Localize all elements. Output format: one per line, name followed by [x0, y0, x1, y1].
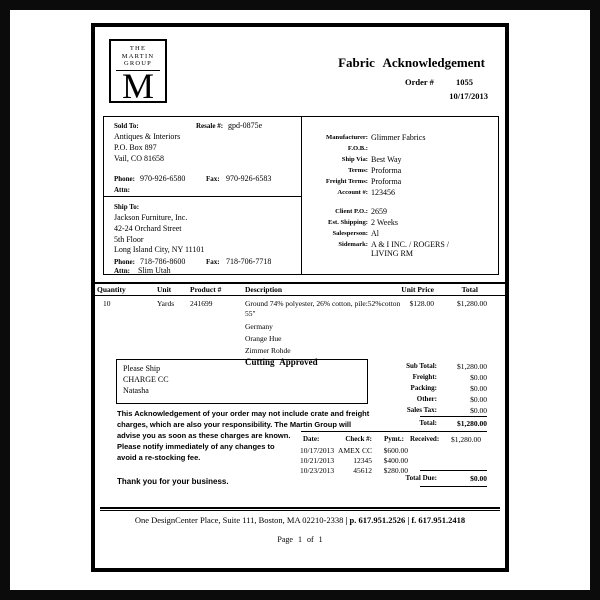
- ship-via-value: Best Way: [371, 155, 402, 164]
- payment-check: 12345: [353, 456, 372, 465]
- ship-to-label: Ship To:: [114, 203, 140, 211]
- payment-received-header: Received:: [410, 435, 440, 443]
- ship-to-attn-label: Attn:: [114, 267, 130, 275]
- payment-amount: $600.00: [383, 446, 408, 455]
- sold-to-name: Antiques & Interiors: [114, 132, 181, 141]
- payment-check: AMEX CC: [338, 446, 372, 455]
- fob-label: F.O.B.:: [347, 145, 368, 152]
- footer-phone-fax: | p. 617.951.2526 | f. 617.951.2418: [345, 515, 466, 525]
- disclaimer-line1: This Acknowledgement of your order may not include crate and freight: [117, 409, 370, 418]
- client-po-value: 2659: [371, 207, 387, 217]
- ship-to-address2: 5th Floor: [114, 235, 144, 244]
- payment-date: 10/21/2013: [300, 456, 335, 465]
- footer-address: [95, 515, 505, 525]
- item-description-line4: Orange Hue: [245, 334, 282, 343]
- freight-label: Freight:: [412, 373, 437, 381]
- subtotal-value: $1,280.00: [457, 362, 487, 371]
- manufacturer-value: Glimmer Fabrics: [371, 133, 426, 142]
- logo-line-martin: MARTIN: [121, 52, 155, 60]
- total-due-label: Total Due:: [405, 474, 437, 482]
- disclaimer-line3: advise you as soon as these charges are known.: [117, 431, 291, 440]
- info-row-ship-via: [302, 156, 500, 164]
- payment-date: 10/17/2013: [300, 446, 335, 455]
- address-box: [103, 116, 499, 275]
- freight-terms-label: Freight Terms:: [325, 178, 368, 185]
- info-row-salesperson: [302, 230, 500, 238]
- subtotal-row: [95, 362, 505, 372]
- payment-check: 45612: [353, 466, 372, 475]
- payments-rule-bottom: [420, 486, 487, 487]
- payment-date-header: Date:: [303, 435, 320, 443]
- item-product-number: 241699: [190, 299, 213, 308]
- item-total: $1,280.00: [457, 299, 487, 308]
- payments-rule-top: [301, 431, 483, 432]
- logo-monogram: M: [121, 65, 154, 106]
- thank-you-text: Thank you for your business.: [117, 477, 229, 486]
- table-top-rule: [95, 282, 505, 284]
- col-header-quantity: Quantity: [97, 285, 126, 294]
- total-label: Total:: [419, 419, 437, 427]
- col-header-unit: Unit: [157, 285, 172, 294]
- account-value: 123456: [371, 188, 395, 197]
- packing-value: $0.00: [470, 384, 487, 393]
- account-label: Account #:: [337, 189, 368, 196]
- payment-row: [95, 446, 505, 456]
- ship-to-fax-label: Fax:: [206, 258, 220, 266]
- footer-address-text: One DesignCenter Place, Suite 111, Boston, MA 02210-2338: [134, 515, 344, 525]
- ship-to-address3: Long Island City, NY 11101: [114, 245, 205, 254]
- sold-to-attn-label: Attn:: [114, 186, 130, 194]
- fob-value: [371, 145, 475, 153]
- freight-value: $0.00: [470, 373, 487, 382]
- disclaimer-line2: charges, which are also your responsibility. The Martin Group will: [117, 420, 352, 429]
- item-quantity: 10: [103, 299, 111, 308]
- item-unit-price: $128.00: [409, 299, 434, 308]
- payments-rule-received: [420, 470, 487, 471]
- col-header-unit-price: Unit Price: [401, 285, 434, 294]
- col-header-total: Total: [461, 285, 478, 294]
- sold-to-phone-value: 970-926-6580: [140, 174, 186, 183]
- freight-row: [95, 373, 505, 383]
- freight-terms-value: Proforma: [371, 177, 402, 186]
- note-line2: CHARGE CC: [123, 375, 169, 384]
- order-info-block: [302, 134, 500, 197]
- ship-to-fax-value: 718-706-7718: [226, 257, 272, 266]
- col-header-description: Description: [245, 285, 283, 294]
- item-description-line2: 55": [245, 309, 256, 318]
- payment-amount: $280.00: [383, 466, 408, 475]
- order-number-label: Order #: [405, 77, 434, 87]
- subtotal-label: Sub Total:: [406, 362, 437, 370]
- manufacturer-label: Manufacturer:: [326, 134, 368, 141]
- logo-line-the: THE: [129, 45, 147, 52]
- ship-to-name: Jackson Furniture, Inc.: [114, 213, 188, 222]
- sold-to-section: [104, 117, 301, 197]
- est-shipping-value: 2 Weeks: [371, 218, 398, 228]
- payment-check-header: Check #:: [345, 435, 372, 443]
- order-date: 10/17/2013: [449, 91, 488, 101]
- sales-tax-label: Sales Tax:: [406, 406, 437, 414]
- info-row-client-po: [302, 208, 500, 216]
- packing-row: [95, 384, 505, 394]
- sold-to-fax-label: Fax:: [206, 175, 220, 183]
- info-row-sidemark: [302, 241, 500, 258]
- client-info-block: [302, 208, 500, 258]
- sold-to-phone-label: Phone:: [114, 175, 135, 183]
- packing-label: Packing:: [410, 384, 437, 392]
- payment-date: 10/23/2013: [300, 466, 335, 475]
- resale-number-value: gpd-0875e: [228, 121, 263, 130]
- sidemark-label: Sidemark:: [338, 241, 368, 249]
- info-row-terms: [302, 167, 500, 175]
- payments-header-row: [95, 435, 505, 445]
- disclaimer-line5: avoid a re-stocking fee.: [117, 453, 201, 462]
- info-row-manufacturer: [302, 134, 500, 142]
- disclaimer-line4: Please notify immediately of any changes to: [117, 442, 275, 451]
- sold-to-address2: Vail, CO 81658: [114, 154, 164, 163]
- document-title: Fabric Acknowledgement: [338, 55, 485, 70]
- cutting-approved-stamp: Cutting Approved: [245, 357, 318, 367]
- other-label: Other:: [416, 395, 437, 403]
- other-row: [95, 395, 505, 405]
- info-row-freight-terms: [302, 178, 500, 186]
- logo-line-group: GROUP: [123, 60, 153, 67]
- sold-to-label: Sold To:: [114, 122, 139, 130]
- note-line1: Please Ship: [123, 364, 161, 373]
- ship-to-section: [104, 197, 301, 275]
- info-row-account: [302, 189, 500, 197]
- document-page: [91, 23, 509, 572]
- total-value: $1,280.00: [457, 419, 487, 428]
- payment-received-total: $1,280.00: [451, 435, 481, 444]
- page-number: Page 1 of 1: [277, 535, 323, 544]
- salesperson-value: Al: [371, 229, 379, 239]
- footer-double-rule: [100, 507, 500, 511]
- est-shipping-label: Est. Shipping:: [328, 219, 368, 227]
- ship-to-phone-label: Phone:: [114, 258, 135, 266]
- payment-pymt-header: Pymt.:: [383, 435, 404, 443]
- salesperson-label: Salesperson:: [332, 230, 368, 238]
- note-line3: Natasha: [123, 386, 149, 395]
- terms-label: Terms:: [348, 167, 368, 174]
- payment-amount: $400.00: [383, 456, 408, 465]
- sidemark-value: A & I INC. / ROGERS / LIVING RM: [371, 240, 450, 258]
- item-description-line1: Ground 74% polyester, 26% cotton, pile:52%cotton: [245, 299, 401, 308]
- ship-via-label: Ship Via:: [341, 156, 368, 163]
- ship-to-address1: 42-24 Orchard Street: [114, 224, 182, 233]
- item-description-line3: Germany: [245, 322, 273, 331]
- other-value: $0.00: [470, 395, 487, 404]
- company-logo: [109, 39, 167, 106]
- client-po-label: Client P.O.:: [335, 208, 368, 216]
- col-header-product: Product #: [190, 285, 222, 294]
- address-right-column: [301, 117, 500, 274]
- ship-to-phone-value: 718-786-8600: [140, 257, 186, 266]
- info-row-est-shipping: [302, 219, 500, 227]
- terms-value: Proforma: [371, 166, 402, 175]
- ship-to-attn-value: Slim Utah: [138, 266, 171, 275]
- sales-tax-value: $0.00: [470, 406, 487, 415]
- item-unit: Yards: [157, 299, 175, 308]
- address-left-column: [104, 117, 301, 274]
- order-number-value: 1055: [456, 77, 473, 87]
- sold-to-fax-value: 970-926-6583: [226, 174, 272, 183]
- resale-number-label: Resale #:: [196, 122, 224, 130]
- item-description-line5: Zimmer Rohde: [245, 346, 291, 355]
- payment-row: [95, 456, 505, 466]
- total-due-value: $0.00: [470, 474, 487, 483]
- sold-to-address1: P.O. Box 897: [114, 143, 157, 152]
- totals-rule-top: [420, 416, 487, 417]
- table-header-rule: [95, 295, 505, 296]
- info-row-fob: [302, 145, 500, 153]
